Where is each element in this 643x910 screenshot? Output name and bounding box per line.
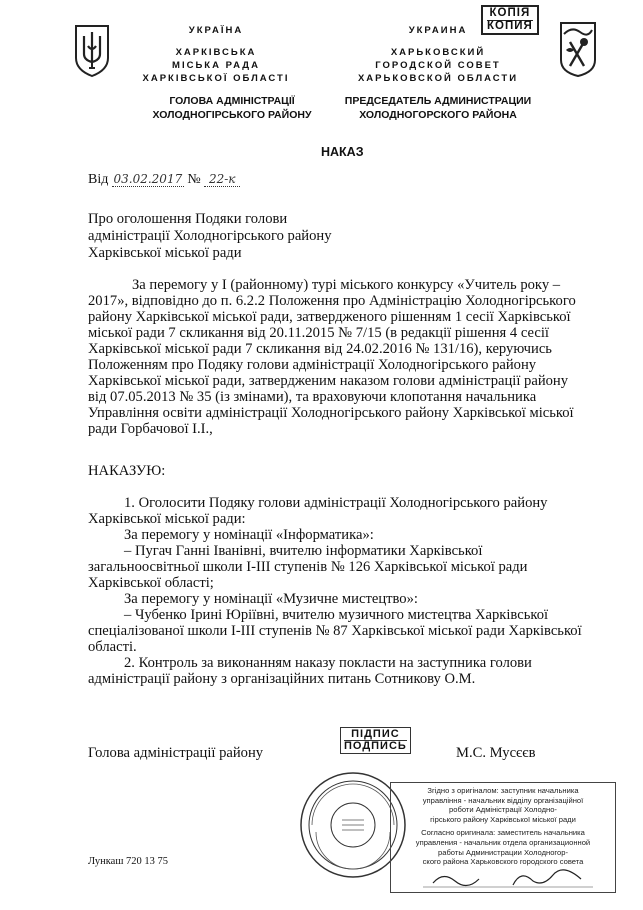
order-date: 03.02.2017	[113, 172, 183, 186]
item-line: адміністрації району з організаційних питань Сотникову О.М.	[88, 671, 476, 687]
date-prefix: Від	[88, 172, 109, 187]
header-ua-line: ХАРКІВСЬКОЇ ОБЛАСТІ	[142, 73, 290, 84]
preamble-line: ради Горбачової І.І.,	[88, 421, 213, 437]
preamble	[88, 277, 612, 437]
item-line: Харківської області;	[88, 575, 214, 591]
date-line	[88, 172, 240, 188]
header-ru-country: УКРАИНА	[408, 25, 468, 36]
header-ua-official: ГОЛОВА АДМІНІСТРАЦІЇ ХОЛОДНОГІРСЬКОГО РАЙОНУ	[152, 95, 312, 121]
preamble-line: Положенням про Подяку голови адміністрації Холодногірського району	[88, 357, 537, 373]
preamble-line: від 07.05.2013 № 35 (із змінами), та враховуючи клопотання начальника	[88, 389, 537, 405]
item-line: області.	[88, 639, 137, 655]
preamble-line: міської ради 7 скликання від 20.11.2015 № 7/15 (в редакції рішення 4 сесії	[88, 325, 549, 341]
item-line: загальноосвітньої школи I-III ступенів № 126 Харківської міської ради	[88, 559, 528, 575]
preamble-line: Харківської міської ради 7 скликання від 24.02.2016 № 131/16), керуючись	[88, 341, 552, 357]
header-ru-line: ГОРОДСКОЙ СОВЕТ	[375, 60, 501, 71]
city-emblem-icon	[558, 20, 598, 78]
coat-of-arms-icon	[72, 22, 112, 78]
header-ua-block	[118, 24, 314, 85]
signature-stamp: ПІДПИС ПОДПИСЬ	[340, 727, 411, 754]
item-line: – Чубенко Ірині Юріївні, вчителю музичного мистецтва Харківської	[124, 607, 549, 623]
item-line: 2. Контроль за виконанням наказу покласти на заступника голови	[124, 655, 532, 671]
preamble-line: За перемогу у I (районному) турі міського конкурсу «Учитель року –	[132, 277, 561, 293]
signature-name: М.С. Мусєєв	[456, 745, 536, 761]
copy-stamp: КОПІЯ КОПИЯ	[481, 5, 539, 35]
preamble-line: району Харківської міської ради, затвердженого рішенням 1 сесії Харківської	[88, 309, 571, 325]
item-line: Харківської міської ради:	[88, 511, 246, 527]
header-ru-line: ХАРЬКОВСКОЙ ОБЛАСТИ	[357, 73, 519, 84]
document-title: НАКАЗ	[321, 145, 364, 159]
header-ua-country: УКРАЇНА	[188, 25, 244, 36]
item-line: За перемогу у номінації «Інформатика»:	[124, 527, 374, 543]
order-word: НАКАЗУЮ:	[88, 463, 166, 479]
header-ua-line: МІСЬКА РАДА	[172, 60, 260, 71]
handwritten-signature	[395, 867, 611, 889]
preamble-line: Управління освіти адміністрації Холодногірського району Харківської міської	[88, 405, 574, 421]
item-line: 1. Оголосити Подяку голови адміністрації Холодногірського району	[124, 495, 548, 511]
item-line: – Пугач Ганні Іванівні, вчителю інформатики Харківської	[124, 543, 483, 559]
header-ua-line: ХАРКІВСЬКА	[175, 47, 257, 58]
order-items	[88, 495, 612, 687]
order-number: 22-к	[204, 172, 240, 187]
certification-stamp: Згідно з оригіналом: заступник начальника управління - начальник відділу організаційної роботи Адміністрації Холодно- гірського району Харківської міської ради Согласно оригинала: заместитель начальника управления - начальник отдела организационной работы Администрации Холодногор- ского района Харьковского городского совета	[390, 782, 616, 893]
header-ru-official: ПРЕДСЕДАТЕЛЬ АДМИНИСТРАЦИИ ХОЛОДНОГОРСКОГО РАЙОНА	[344, 95, 532, 121]
header-ru-line: ХАРЬКОВСКИЙ	[390, 47, 486, 58]
preamble-line: Харківської міської ради, затвердженим наказом голови адміністрації району	[88, 373, 569, 389]
preamble-line: 2017», відповідно до п. 6.2.2 Положення про Адміністрацію Холодногірського	[88, 293, 576, 309]
subject: Про оголошення Подяки голови адміністрації Холодногірського району Харківської міської ради	[88, 211, 332, 261]
number-label: №	[187, 172, 201, 187]
item-line: За перемогу у номінації «Музичне мистецтво»:	[124, 591, 418, 607]
signature-position: Голова адміністрації району	[88, 745, 264, 761]
executor-note: Лункаш 720 13 75	[88, 856, 169, 867]
item-line: спеціалізованої школи I-III ступенів № 87 Харківської міської ради Харківської	[88, 623, 582, 639]
